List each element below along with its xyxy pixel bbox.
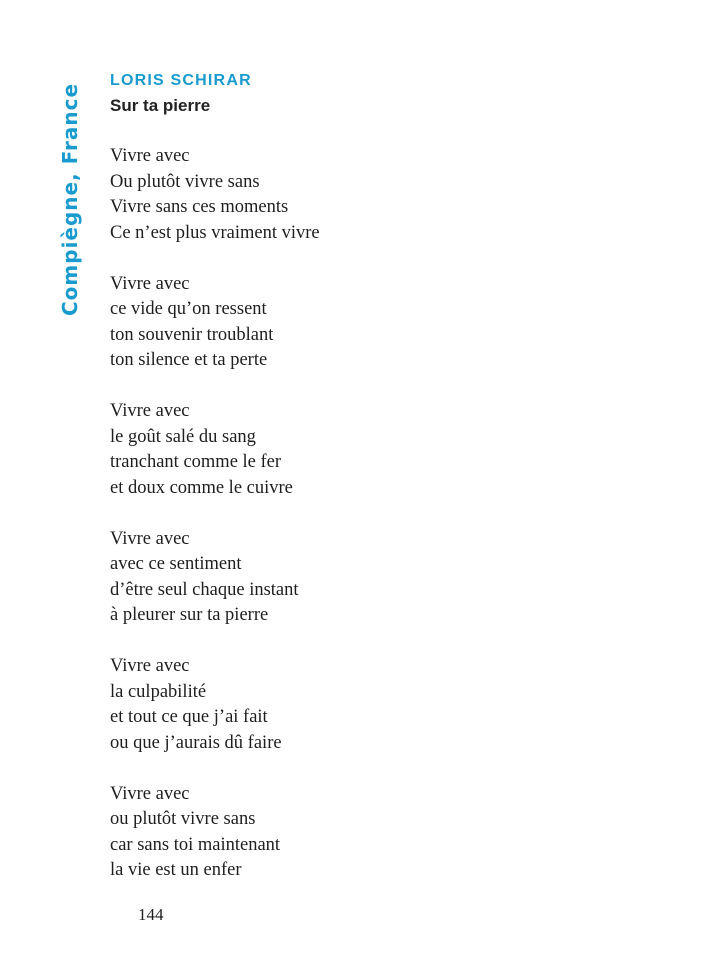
poem-line: le goût salé du sang xyxy=(110,426,256,447)
poem-line: ton souvenir troublant xyxy=(110,324,274,345)
poem-line: et tout ce que j’ai fait xyxy=(110,707,268,727)
poem-line: car sans toi maintenant xyxy=(110,834,281,855)
poem-line: Vivre avec xyxy=(110,528,190,549)
poem-line: ton silence et ta perte xyxy=(110,350,268,370)
poem-line: Vivre avec xyxy=(110,146,190,166)
poem-body xyxy=(110,144,530,909)
stanza xyxy=(110,144,530,246)
poem-line: Ou plutôt vivre sans xyxy=(110,171,260,192)
stanza xyxy=(110,782,530,884)
poem-line: Ce n’est plus vraiment vivre xyxy=(110,222,320,243)
poem-line: Vivre avec xyxy=(110,783,190,804)
poem-line: Vivre sans ces moments xyxy=(110,197,289,217)
poem-line: la vie est un enfer xyxy=(110,860,242,880)
poem-line: tranchant comme le fer xyxy=(110,452,282,472)
poem-line: et doux comme le cuivre xyxy=(110,477,293,498)
stanza xyxy=(110,272,530,374)
poem-title: Sur ta pierre xyxy=(110,96,211,115)
poem-line: ou que j’aurais dû faire xyxy=(110,732,282,753)
stanza xyxy=(110,527,530,629)
location-label: Compiègne, France xyxy=(58,82,82,316)
poem-line: ou plutôt vivre sans xyxy=(110,809,256,829)
poem-line: Vivre avec xyxy=(110,656,190,676)
stanza xyxy=(110,399,530,501)
poem-line: d’être seul chaque instant xyxy=(110,579,299,600)
author-name: LORIS SCHIRAR xyxy=(110,72,252,89)
poem-line: ce vide qu’on ressent xyxy=(110,299,267,319)
poem-line: la culpabilité xyxy=(110,681,207,702)
poem-line: à pleurer sur ta pierre xyxy=(110,605,269,625)
page-number: 144 xyxy=(138,905,164,924)
stanza xyxy=(110,654,530,756)
poem-line: Vivre avec xyxy=(110,273,190,294)
poem-line: Vivre avec xyxy=(110,401,190,421)
poem-line: avec ce sentiment xyxy=(110,554,242,574)
